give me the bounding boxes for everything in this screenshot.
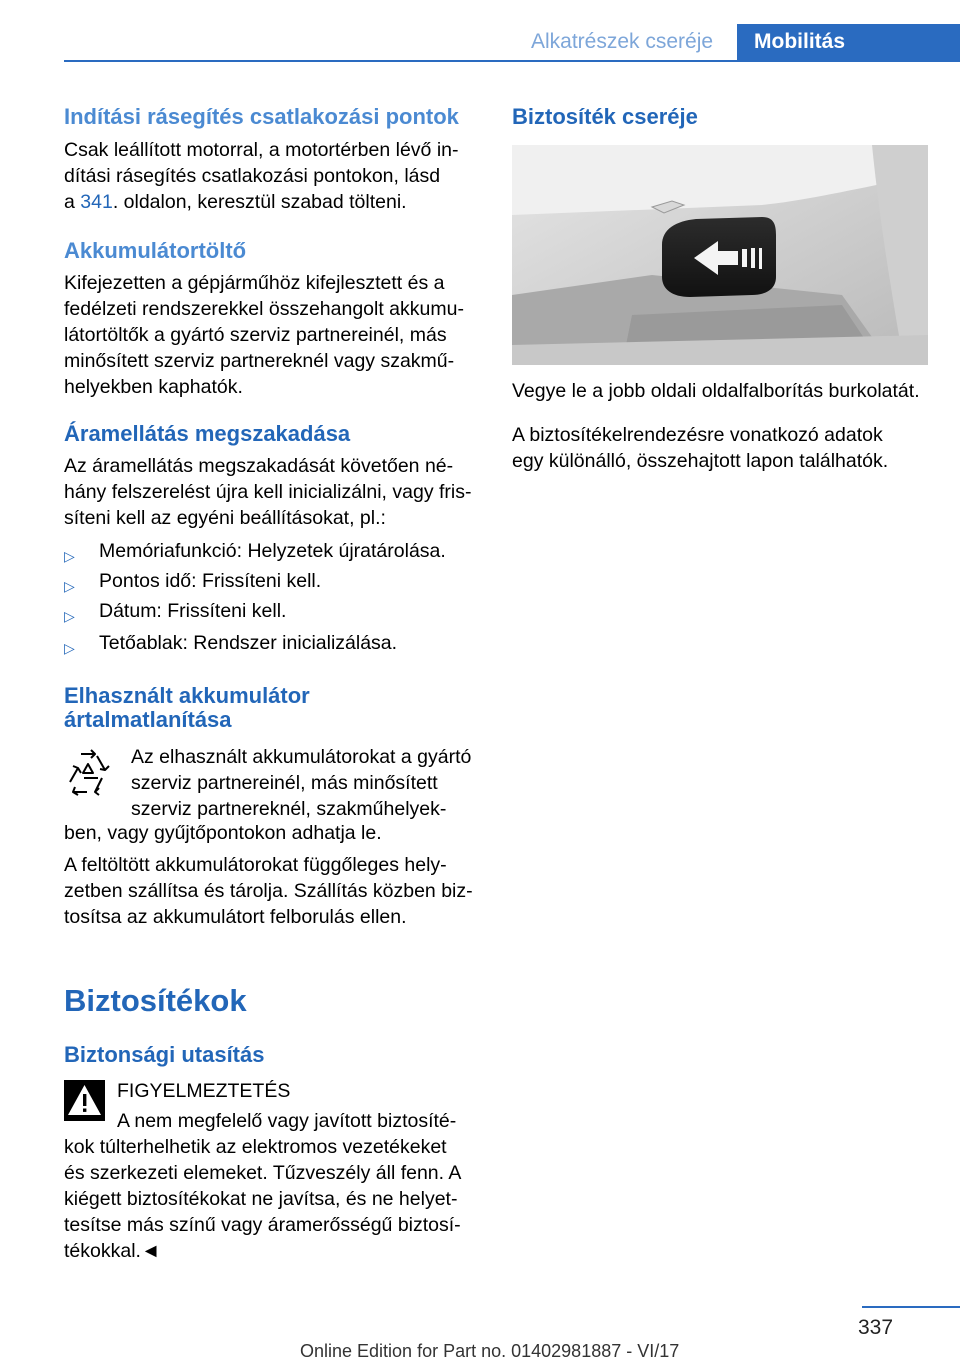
trunk-side-panel-photo xyxy=(512,145,928,365)
list-item xyxy=(64,568,484,594)
jumpstart-line-3-pre: a xyxy=(64,191,81,213)
bullet-triangle-icon: ▷ xyxy=(64,640,75,656)
list-item-text: Memóriafunkció: Helyzetek újratárolása. xyxy=(99,540,446,562)
fuse-replacement-heading: Biztosíték cseréje xyxy=(512,104,698,129)
disposal-heading-line-2: ártalmatlanítása xyxy=(64,707,232,732)
charger-line-2: fedélzeti rendszerekkel összehangolt akkumu- xyxy=(64,298,464,320)
charger-line-3: látortöltők a gyártó szerviz partnereinél, más xyxy=(64,324,447,346)
list-item xyxy=(64,598,484,624)
warning-line-5: tesítse más színű vagy áramerősségű biztosí- xyxy=(64,1214,461,1236)
list-item-text: Dátum: Frissíteni kell. xyxy=(99,600,287,622)
header-section-title: Alkatrészek cseréje xyxy=(531,30,714,53)
list-item xyxy=(64,630,484,656)
recycle-icon xyxy=(64,746,118,800)
charger-line-5: helyekben kaphatók. xyxy=(64,376,243,398)
transport-line-2: zetben szállítsa és tárolja. Szállítás közben biz- xyxy=(64,880,473,902)
warning-line-2: kok túlterhelhetik az elektromos vezetékeket xyxy=(64,1136,447,1158)
disposal-line-4: ben, vagy gyűjtőpontokon adhatja le. xyxy=(64,822,382,844)
warning-line-3: és szerkezeti elemeket. Tűzveszély áll fenn. A xyxy=(64,1162,462,1184)
fuse-info-line-2: egy különálló, összehajtott lapon találhatók. xyxy=(512,450,889,472)
disposal-line-1: Az elhasznált akkumulátorokat a gyártó xyxy=(131,746,472,768)
charger-line-1: Kifejezetten a gépjárműhöz kifejlesztett és a xyxy=(64,272,445,294)
charger-line-4: minősített szerviz partnereknél vagy szakmű- xyxy=(64,350,455,372)
warning-line-6: tékokkal.◄ xyxy=(64,1240,161,1262)
page-number: 337 xyxy=(858,1316,894,1339)
bullet-triangle-icon: ▷ xyxy=(64,548,75,564)
warning-icon xyxy=(64,1080,105,1121)
list-item xyxy=(64,538,484,564)
fuse-info-line-1: A biztosítékelrendezésre vonatkozó adatok xyxy=(512,424,883,446)
header-chapter-tab: Mobilitás xyxy=(737,24,960,62)
warning-line-1: A nem megfelelő vagy javított biztosíté- xyxy=(117,1110,457,1132)
disposal-line-2: szerviz partnereinél, más minősített xyxy=(131,772,438,794)
jumpstart-line-1: Csak leállított motorral, a motortérben lévő in- xyxy=(64,139,459,161)
remove-cover-text: Vegye le a jobb oldali oldalfalborítás burkolatát. xyxy=(512,380,920,402)
list-item-text: Tetőablak: Rendszer inicializálása. xyxy=(99,632,398,654)
bullet-triangle-icon: ▷ xyxy=(64,578,75,594)
page-reference-link[interactable]: 341 xyxy=(80,191,113,213)
warning-line-4: kiégett biztosítékokat ne javítsa, és ne helyet- xyxy=(64,1188,458,1210)
transport-line-3: tosítsa az akkumulátort felborulás ellen. xyxy=(64,906,407,928)
warning-label: FIGYELMEZTETÉS xyxy=(117,1080,291,1102)
jumpstart-line-2: dítási rásegítés csatlakozási pontokon, lásd xyxy=(64,165,441,187)
disposal-line-3: szerviz partnereknél, szakműhelyek- xyxy=(131,798,447,820)
charger-heading: Akkumulátortöltő xyxy=(64,238,247,263)
fuses-title: Biztosítékok xyxy=(64,983,247,1018)
safety-heading: Biztonsági utasítás xyxy=(64,1042,265,1067)
edition-note: Online Edition for Part no. 01402981887 - VI/17 xyxy=(300,1341,680,1361)
bullet-triangle-icon: ▷ xyxy=(64,608,75,624)
header-divider xyxy=(64,60,960,62)
footer-divider xyxy=(862,1306,960,1308)
jumpstart-line-3 xyxy=(64,189,484,215)
power-line-3: síteni kell az egyéni beállításokat, pl.: xyxy=(64,507,386,529)
jumpstart-heading: Indítási rásegítés csatlakozási pontok xyxy=(64,104,459,129)
list-item-text: Pontos idő: Frissíteni kell. xyxy=(99,570,322,592)
power-heading: Áramellátás megszakadása xyxy=(64,421,351,446)
jumpstart-line-3-post: . oldalon, keresztül szabad tölteni. xyxy=(112,191,407,213)
power-line-2: hány felszerelést újra kell inicializálni, vagy fris- xyxy=(64,481,472,503)
transport-line-1: A feltöltött akkumulátorokat függőleges hely- xyxy=(64,854,447,876)
disposal-heading-line-1: Elhasznált akkumulátor xyxy=(64,683,310,708)
power-line-1: Az áramellátás megszakadását követően né- xyxy=(64,455,454,477)
